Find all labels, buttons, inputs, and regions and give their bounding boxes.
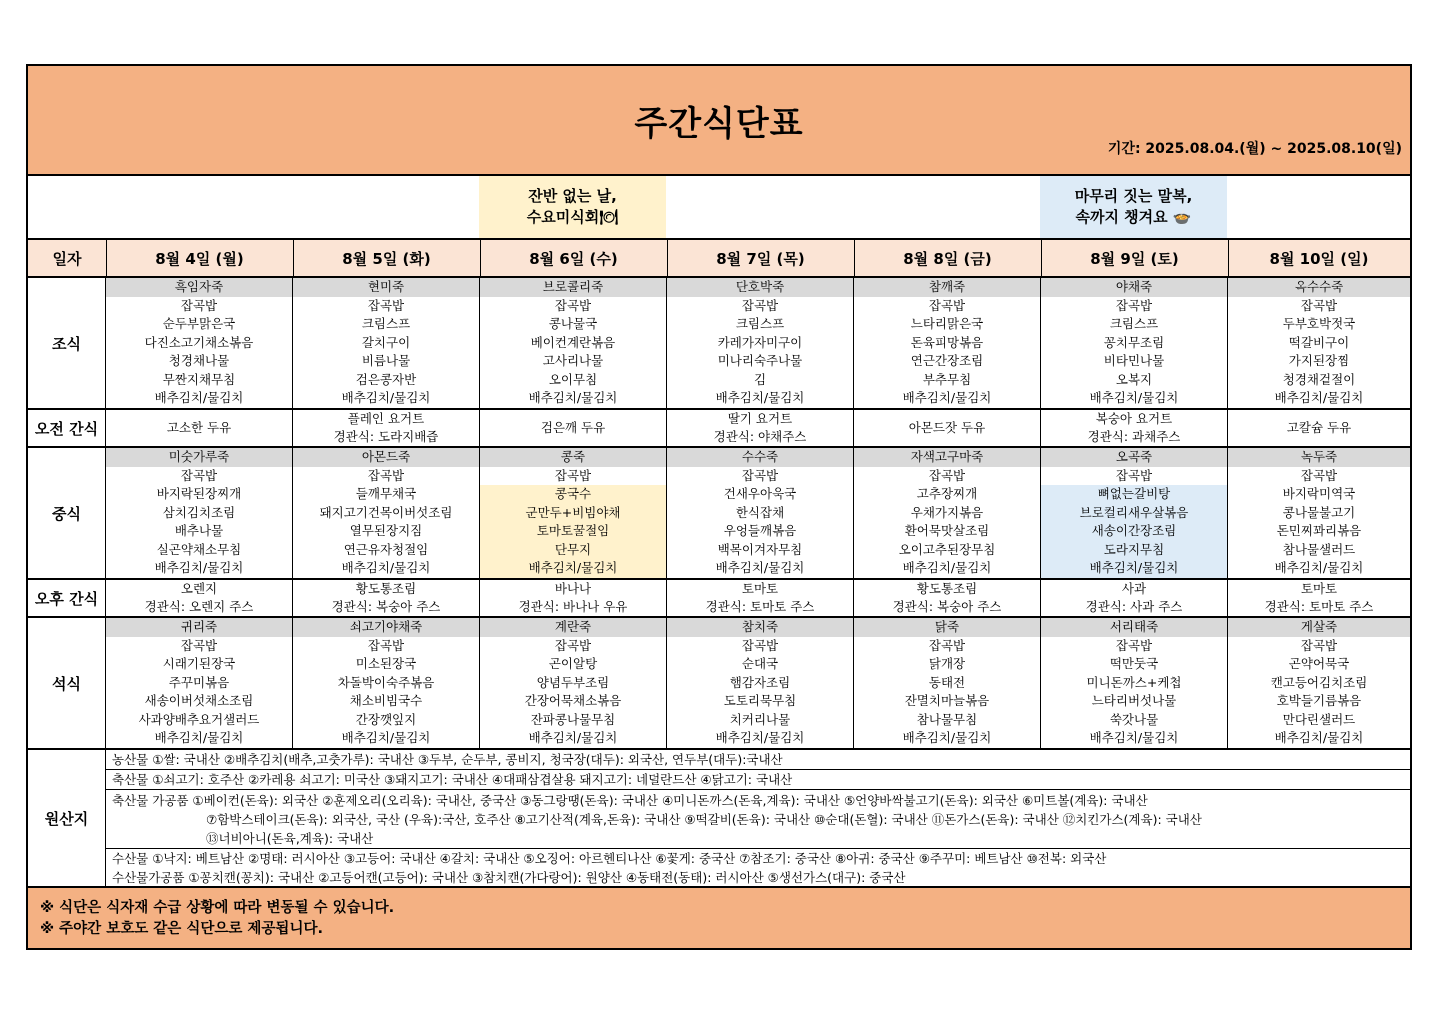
dinner-menu-cell [1041,618,1228,748]
menu-item: 고사리나물 [542,353,604,368]
snack-item: 검은깨 두유 [540,420,606,435]
menu-item: 배추김치/물김치 [341,560,431,575]
breakfast-menu-cell [667,278,854,408]
menu-item: 바지락된장찌개 [156,486,242,501]
lunch-menu-cell [667,448,854,578]
banner-line: 마무리 짓는 말복, [1074,187,1193,205]
menu-item: 군만두+비빔야채 [480,504,666,523]
menu-item: 잡곡밥 [1300,637,1338,653]
menu-item: 잡곡밥 [1300,297,1338,313]
lunch-menu-cell [480,448,667,578]
menu-item: 사과양배추요거샐러드 [138,711,260,727]
menu-item: 잡곡밥 [1115,467,1153,483]
breakfast-menu-cell [1041,278,1228,408]
snack-item: 경관식: 도라지배즙 [333,429,439,444]
menu-item: 카레가자미구이 [717,334,803,350]
menu-item: 오복지 [1115,371,1153,387]
origin-livestock-proc: ⑬너비아니(돈육,계육): 국내산 [206,831,374,846]
menu-item: 배추김치/물김치 [341,730,431,745]
menu-item: 검은콩자반 [355,371,417,387]
menu-item: 호박들기름볶음 [1276,693,1362,708]
menu-item: 배추김치/물김치 [1089,390,1179,405]
menu-item: 잡곡밥 [180,637,218,653]
menu-item: 잡곡밥 [367,637,405,653]
day-header: 8월 4일 (월) [106,240,294,276]
pm-snack-cell [480,580,667,616]
porridge-item: 아몬드죽 [293,448,479,467]
banner-saturday [1040,176,1227,238]
banner-row [28,176,1410,240]
header [28,66,1410,176]
snack-item: 복숭아 요거트 [1095,411,1173,426]
menu-item: 콩나물국 [548,316,598,331]
snack-item: 경관식: 토마토 주스 [1264,599,1374,614]
dinner-menu-cell [480,618,667,748]
snack-item: 경관식: 사과 주스 [1085,599,1183,614]
lunch-menu-cell [1041,448,1228,578]
snack-item: 토마토 [1300,581,1338,596]
am-snack-cell [106,410,293,446]
menu-item: 도라지무침 [1041,541,1227,560]
lunch-menu-cell [293,448,480,578]
menu-item: 새송이버섯채소조림 [144,693,254,708]
snack-item: 경관식: 복숭아 주스 [331,599,441,614]
menu-item: 가지된장찜 [1288,353,1350,368]
porridge-item: 단호박죽 [667,278,853,297]
day-header: 8월 7일 (목) [667,240,855,276]
menu-item: 배추김치/물김치 [480,559,666,578]
snack-item: 아몬드잣 두유 [908,420,986,435]
row-label-lunch: 중식 [28,448,106,578]
menu-item: 건새우아욱국 [723,486,797,501]
menu-item: 백목이겨자무침 [717,541,803,557]
menu-item: 청경채겉절이 [1282,371,1356,387]
am-snack-cell [293,410,480,446]
menu-item: 배추김치/물김치 [1041,559,1227,578]
dinner-menu-cell [1228,618,1410,748]
breakfast-menu-cell [106,278,293,408]
menu-item: 참나물무침 [916,711,978,727]
footer-line: ※ 주야간 보호도 같은 식단으로 제공됩니다. [40,921,323,937]
menu-item: 잡곡밥 [1115,637,1153,653]
menu-item: 치커리나물 [729,711,791,727]
porridge-item: 귀리죽 [106,618,292,637]
menu-item: 비타민나물 [1103,353,1165,368]
pm-snack-cell [1041,580,1228,616]
porridge-item: 수수죽 [667,448,853,467]
porridge-item: 참깨죽 [854,278,1040,297]
snack-item: 딸기 요거트 [727,411,793,426]
porridge-item: 옥수수죽 [1228,278,1410,297]
menu-item: 배추김치/물김치 [715,730,805,745]
banner-line: 잔반 없는 날, [528,187,617,205]
porridge-item: 현미죽 [293,278,479,297]
snack-item: 경관식: 과채주스 [1087,429,1181,444]
menu-item: 닭개장 [928,656,966,671]
menu-item: 부추무침 [922,371,972,387]
menu-item: 환어묵맛살조림 [904,523,990,538]
snack-item: 경관식: 복숭아 주스 [892,599,1002,614]
menu-item: 배추김치/물김치 [154,560,244,575]
menu-item: 배추김치/물김치 [1274,730,1364,745]
day-header: 8월 10일 (일) [1269,249,1369,268]
am-snack-cell [1041,410,1228,446]
menu-item: 주꾸미볶음 [168,674,230,690]
menu-item: 양념두부조림 [536,674,610,690]
menu-item: 무짠지채무침 [162,371,236,387]
page-title: 주간식단표 [634,104,804,144]
menu-item: 베이컨계란볶음 [530,334,616,350]
menu-item: 콩나물불고기 [1282,504,1356,520]
lunch-menu-cell [106,448,293,578]
menu-item: 바지락미역국 [1282,486,1356,501]
menu-item: 잡곡밥 [928,637,966,653]
menu-item: 새송이간장조림 [1041,522,1227,541]
date-row [28,240,1410,278]
menu-item: 열무된장지짐 [349,523,423,538]
menu-item: 배추김치/물김치 [1089,730,1179,745]
menu-item: 브로컬리새우살볶음 [1041,504,1227,523]
period-label: 기간: 2025.08.04.(월) ~ 2025.08.10(일) [1107,141,1402,157]
origin-livestock-proc: 축산물 가공품 ①베이컨(돈육): 외국산 ②훈제오리(오리육): 국내산, 중국산 ③동그랑땡(돈육): 국내산 ④미니돈까스(돈육,계육): 국내산 ⑤언양바싹불고기(돈육): 외국산 ⑥미트볼(계육): 국내산 [112,793,1148,808]
menu-item: 청경채나물 [168,353,230,368]
menu-item: 오이고추된장무침 [898,541,996,557]
menu-item: 배추김치/물김치 [902,390,992,405]
menu-item: 잡곡밥 [367,297,405,313]
menu-item: 떡갈비구이 [1288,334,1350,350]
porridge-item: 오곡죽 [1041,448,1227,467]
am-snack-cell [667,410,854,446]
breakfast-menu-cell [480,278,667,408]
menu-item: 배추김치/물김치 [902,560,992,575]
menu-item: 잡곡밥 [928,467,966,483]
menu-item: 간장어묵채소볶음 [524,693,622,708]
menu-item: 잡곡밥 [554,467,592,483]
menu-item: 배추김치/물김치 [715,390,805,405]
menu-item: 돈민찌꽈리볶음 [1276,523,1362,538]
menu-item: 배추김치/물김치 [902,730,992,745]
menu-item: 실곤약채소무침 [156,541,242,557]
menu-item: 돈육피망볶음 [910,334,984,350]
snack-item: 플레인 요거트 [347,411,425,426]
menu-item: 배추김치/물김치 [154,390,244,405]
menu-item: 잡곡밥 [741,467,779,483]
banner-line: 수요미식회🍽 [526,208,619,226]
menu-item: 삼치김치조림 [162,504,236,520]
menu-item: 도토리묵무침 [723,693,797,708]
day-header: 8월 9일 (토) [1041,240,1229,276]
porridge-item: 게살죽 [1228,618,1410,637]
menu-item: 잡곡밥 [554,637,592,653]
menu-item: 연근유자청절임 [343,541,429,557]
row-label-origin: 원산지 [28,750,106,886]
origin-seafood: 수산물 ①낙지: 베트남산 ②명태: 러시아산 ③고등어: 국내산 ④갈치: 국내산 ⑤오징어: 아르헨티나산 ⑥꽃게: 중국산 ⑦참조기: 중국산 ⑧아귀: 중국산 ⑨주꾸미: 베트남산 ⑩전복: 외국산 [112,851,1107,866]
menu-item: 느타리버섯나물 [1091,693,1177,708]
menu-item: 잔멸치마늘볶음 [904,693,990,708]
snack-item: 경관식: 토마토 주스 [705,599,815,614]
breakfast-menu-cell [854,278,1041,408]
menu-item: 꽁치무조림 [1103,334,1165,350]
day-header: 8월 8일 (금) [854,240,1042,276]
menu-item: 배추김치/물김치 [341,390,431,405]
porridge-item: 쇠고기야채죽 [293,618,479,637]
menu-item: 잡곡밥 [928,297,966,313]
origin-livestock-proc: ⑦함박스테이크(돈육): 외국산, 국산 (우육):국산, 호주산 ⑧고기산적(계육,돈육): 국내산 ⑨떡갈비(돈육): 국내산 ⑩순대(돈혈): 국내산 ⑪돈가스(돈육): 국내산 ⑫치킨가스(계육): 국내산 [206,812,1202,827]
menu-item: 배추김치/물김치 [1274,390,1364,405]
date-label: 일자 [28,240,107,276]
dinner-menu-cell [667,618,854,748]
menu-item: 한식잡채 [735,504,785,520]
porridge-item: 콩죽 [480,448,666,467]
menu-item: 김 [753,371,767,387]
menu-item: 떡만둣국 [1109,656,1159,671]
menu-item: 미나리숙주나물 [717,353,803,368]
menu-item: 배추김치/물김치 [154,730,244,745]
menu-item: 돼지고기건목이버섯조림 [319,504,453,520]
breakfast-menu-cell [293,278,480,408]
menu-item: 배추김치/물김치 [715,560,805,575]
day-header: 8월 6일 (수) [480,240,668,276]
menu-item: 잡곡밥 [1300,467,1338,483]
menu-item: 느타리맑은국 [910,316,984,331]
porridge-item: 서리태죽 [1041,618,1227,637]
menu-item: 토마토꿀절임 [480,522,666,541]
porridge-item: 녹두죽 [1228,448,1410,467]
menu-item: 비름나물 [361,353,411,368]
row-label-pm-snack: 오후 간식 [28,580,106,616]
snack-item: 경관식: 야채주스 [713,429,807,444]
menu-item: 갈치구이 [361,334,411,350]
dinner-menu-cell [106,618,293,748]
snack-item: 고소한 두유 [166,420,232,435]
breakfast-menu-cell [1228,278,1410,408]
porridge-item: 자색고구마죽 [854,448,1040,467]
pm-snack-cell [667,580,854,616]
snack-item: 황도통조림 [916,581,978,596]
menu-item: 시래기된장국 [162,656,236,671]
am-snack-cell [1228,410,1410,446]
row-label-dinner: 석식 [28,618,106,748]
origin-seafood-proc: 수산물가공품 ①꽁치캔(꽁치): 국내산 ②고등어캔(고등어): 국내산 ③참치캔(가다랑어): 원양산 ④동태전(동태): 러시아산 ⑤생선가스(대구): 중국산 [112,870,906,885]
menu-item: 캔고등어김치조림 [1270,674,1368,690]
snack-item: 오렌지 [180,581,218,596]
snack-item: 고칼슘 두유 [1286,420,1352,435]
row-label-breakfast: 조식 [28,278,106,408]
row-label-am-snack: 오전 간식 [28,410,106,446]
menu-item: 다진소고기채소볶음 [144,334,254,350]
pm-snack-cell [854,580,1041,616]
menu-item: 잡곡밥 [741,637,779,653]
menu-item: 쑥갓나물 [1109,711,1159,727]
menu-item: 참나물샐러드 [1282,541,1356,557]
menu-item: 곤이알탕 [548,656,598,671]
menu-item: 우엉들깨볶음 [723,523,797,538]
banner-line: 속까지 챙겨요 🍲 [1075,208,1192,226]
origin-livestock: 축산물 ①쇠고기: 호주산 ②카레용 쇠고기: 미국산 ③돼지고기: 국내산 ④대패삼겹살용 돼지고기: 네덜란드산 ④닭고기: 국내산 [112,772,793,787]
footer-line: ※ 식단은 식자재 수급 상황에 따라 변동될 수 있습니다. [40,900,395,916]
menu-item: 곤약어묵국 [1288,656,1350,671]
menu-item: 만다린샐러드 [1282,711,1356,727]
snack-item: 경관식: 바나나 우유 [518,599,628,614]
menu-item: 고추장찌개 [916,486,978,501]
snack-item: 경관식: 오렌지 주스 [144,599,254,614]
snack-item: 사과 [1121,581,1147,596]
porridge-item: 흑임자죽 [106,278,292,297]
snack-item: 바나나 [554,581,592,596]
menu-item: 햄감자조림 [729,674,791,690]
pm-snack-cell [1228,580,1410,616]
dinner-menu-cell [293,618,480,748]
menu-item: 두부호박젓국 [1282,316,1356,331]
pm-snack-cell [106,580,293,616]
am-snack-cell [480,410,667,446]
porridge-item: 브로콜리죽 [480,278,666,297]
dinner-menu-cell [854,618,1041,748]
menu-item: 크림스프 [361,316,411,331]
menu-item: 크림스프 [735,316,785,331]
lunch-menu-cell [854,448,1041,578]
menu-item: 콩국수 [480,485,666,504]
porridge-item: 계란죽 [480,618,666,637]
footer-notice [28,886,1410,948]
porridge-item: 야채죽 [1041,278,1227,297]
menu-item: 미니돈까스+케첩 [1086,674,1182,690]
porridge-item: 미숫가루죽 [106,448,292,467]
menu-item: 미소된장국 [355,656,417,671]
menu-item: 배추김치/물김치 [528,390,618,405]
menu-item: 단무지 [480,541,666,560]
menu-item: 배추김치/물김치 [1274,560,1364,575]
menu-item: 잡곡밥 [554,297,592,313]
porridge-item: 참치죽 [667,618,853,637]
menu-item: 잡곡밥 [367,467,405,483]
am-snack-cell [854,410,1041,446]
menu-item: 잡곡밥 [1115,297,1153,313]
snack-item: 황도통조림 [355,581,417,596]
menu-item: 연근간장조림 [910,353,984,368]
menu-item: 채소비빔국수 [349,693,423,708]
menu-item: 잡곡밥 [741,297,779,313]
pm-snack-cell [293,580,480,616]
menu-item: 들깨무채국 [355,486,417,501]
menu-item: 차돌박이숙주볶음 [337,674,435,690]
menu-item: 순대국 [741,656,779,671]
menu-item: 오이무침 [548,371,598,387]
menu-item: 간장깻잎지 [355,711,417,727]
lunch-menu-cell [1228,448,1410,578]
menu-item: 순두부맑은국 [162,316,236,331]
origin-agri: 농산물 ①쌀: 국내산 ②배추김치(배추,고춧가루): 국내산 ③두부, 순두부, 콩비지, 청국장(대두): 외국산, 연두부(대두):국내산 [112,752,783,767]
menu-item: 배추나물 [174,523,224,538]
menu-item: 잡곡밥 [180,297,218,313]
menu-item: 뼈없는갈비탕 [1041,485,1227,504]
snack-item: 토마토 [741,581,779,596]
menu-item: 잔파콩나물무침 [530,711,616,727]
menu-item: 잡곡밥 [180,467,218,483]
menu-item: 동태전 [928,674,966,690]
menu-sheet [26,64,1412,950]
menu-item: 배추김치/물김치 [528,730,618,745]
menu-item: 우채가지볶음 [910,504,984,520]
banner-wednesday [479,176,666,238]
menu-item: 크림스프 [1109,316,1159,331]
porridge-item: 닭죽 [854,618,1040,637]
day-header: 8월 5일 (화) [293,240,481,276]
